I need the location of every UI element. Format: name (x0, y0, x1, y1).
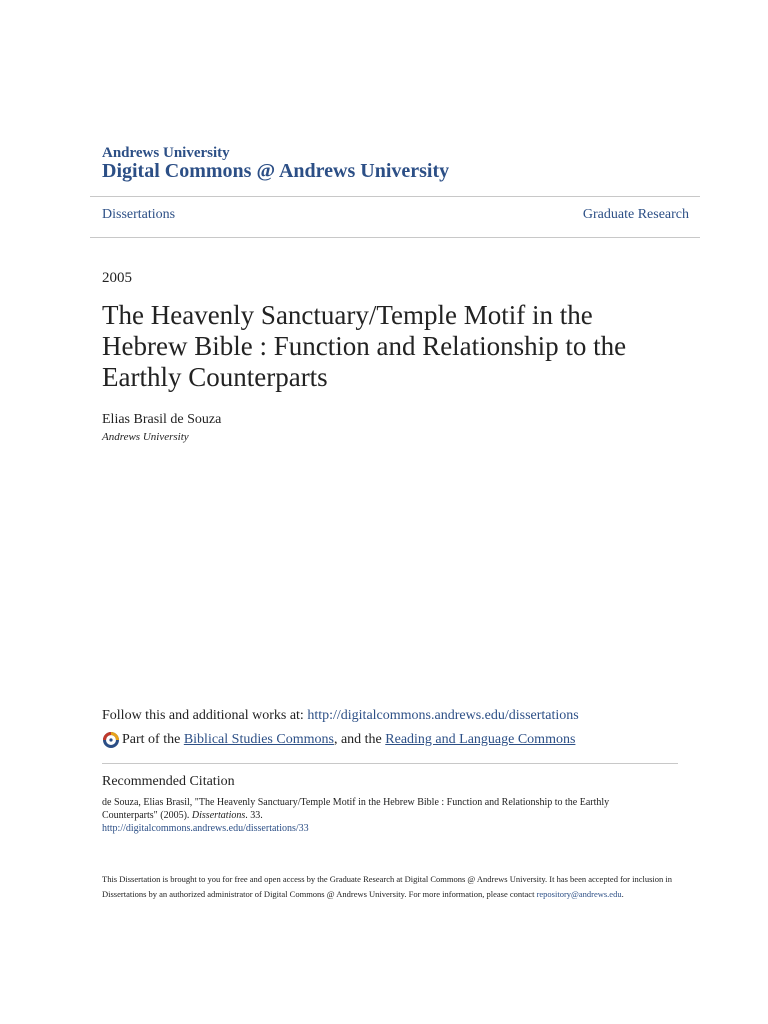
part-of-prefix: Part of the (122, 732, 181, 747)
repository-link[interactable]: Digital Commons @ Andrews University (102, 160, 450, 182)
citation-url-link[interactable]: http://digitalcommons.andrews.edu/dissertations/33 (102, 823, 309, 834)
publication-year: 2005 (102, 270, 132, 286)
citation-number: . 33. (245, 810, 263, 821)
author-affiliation: Andrews University (102, 431, 189, 443)
graduate-research-link[interactable]: Graduate Research (582, 207, 689, 222)
header-divider-top (90, 196, 700, 197)
access-notice-text: This Dissertation is brought to you for free and open access by the Graduate Research at Digital Commons @ Andrews University. It has been accepted for inclusion in Dissertations by an authorized administrator of Digital Commons @ Andrews University. For more information, please contact (102, 874, 673, 899)
part-of-middle: , and the (333, 732, 386, 747)
access-notice-end: . (621, 889, 624, 899)
citation-heading: Recommended Citation (102, 774, 235, 789)
dissertations-link[interactable]: Dissertations (102, 207, 176, 222)
author-name: Elias Brasil de Souza (102, 412, 222, 427)
part-of-line (102, 731, 575, 749)
citation-divider (102, 763, 678, 764)
follow-prefix: Follow this and additional works at: (102, 708, 308, 723)
follow-url-link[interactable]: http://digitalcommons.andrews.edu/dissertations (307, 708, 579, 723)
citation-block (102, 796, 662, 835)
citation-series: Dissertations (191, 810, 246, 821)
access-notice (102, 872, 682, 902)
header-divider-bottom (90, 237, 700, 238)
follow-line (102, 708, 579, 724)
network-icon (102, 731, 120, 749)
document-title: The Heavenly Sanctuary/Temple Motif in the Hebrew Bible : Function and Relationship to the Earthly Counterparts (102, 300, 627, 392)
citation-text: de Souza, Elias Brasil, "The Heavenly Sanctuary/Temple Motif in the Hebrew Bible : Function and Relationship to the Earthly Counterparts" (2005). (102, 797, 610, 821)
contact-email-link[interactable]: repository@andrews.edu (536, 889, 622, 899)
university-name: Andrews University (102, 145, 230, 161)
reading-language-commons-link[interactable]: Reading and Language Commons (385, 732, 576, 747)
biblical-studies-commons-link[interactable]: Biblical Studies Commons (183, 732, 334, 747)
